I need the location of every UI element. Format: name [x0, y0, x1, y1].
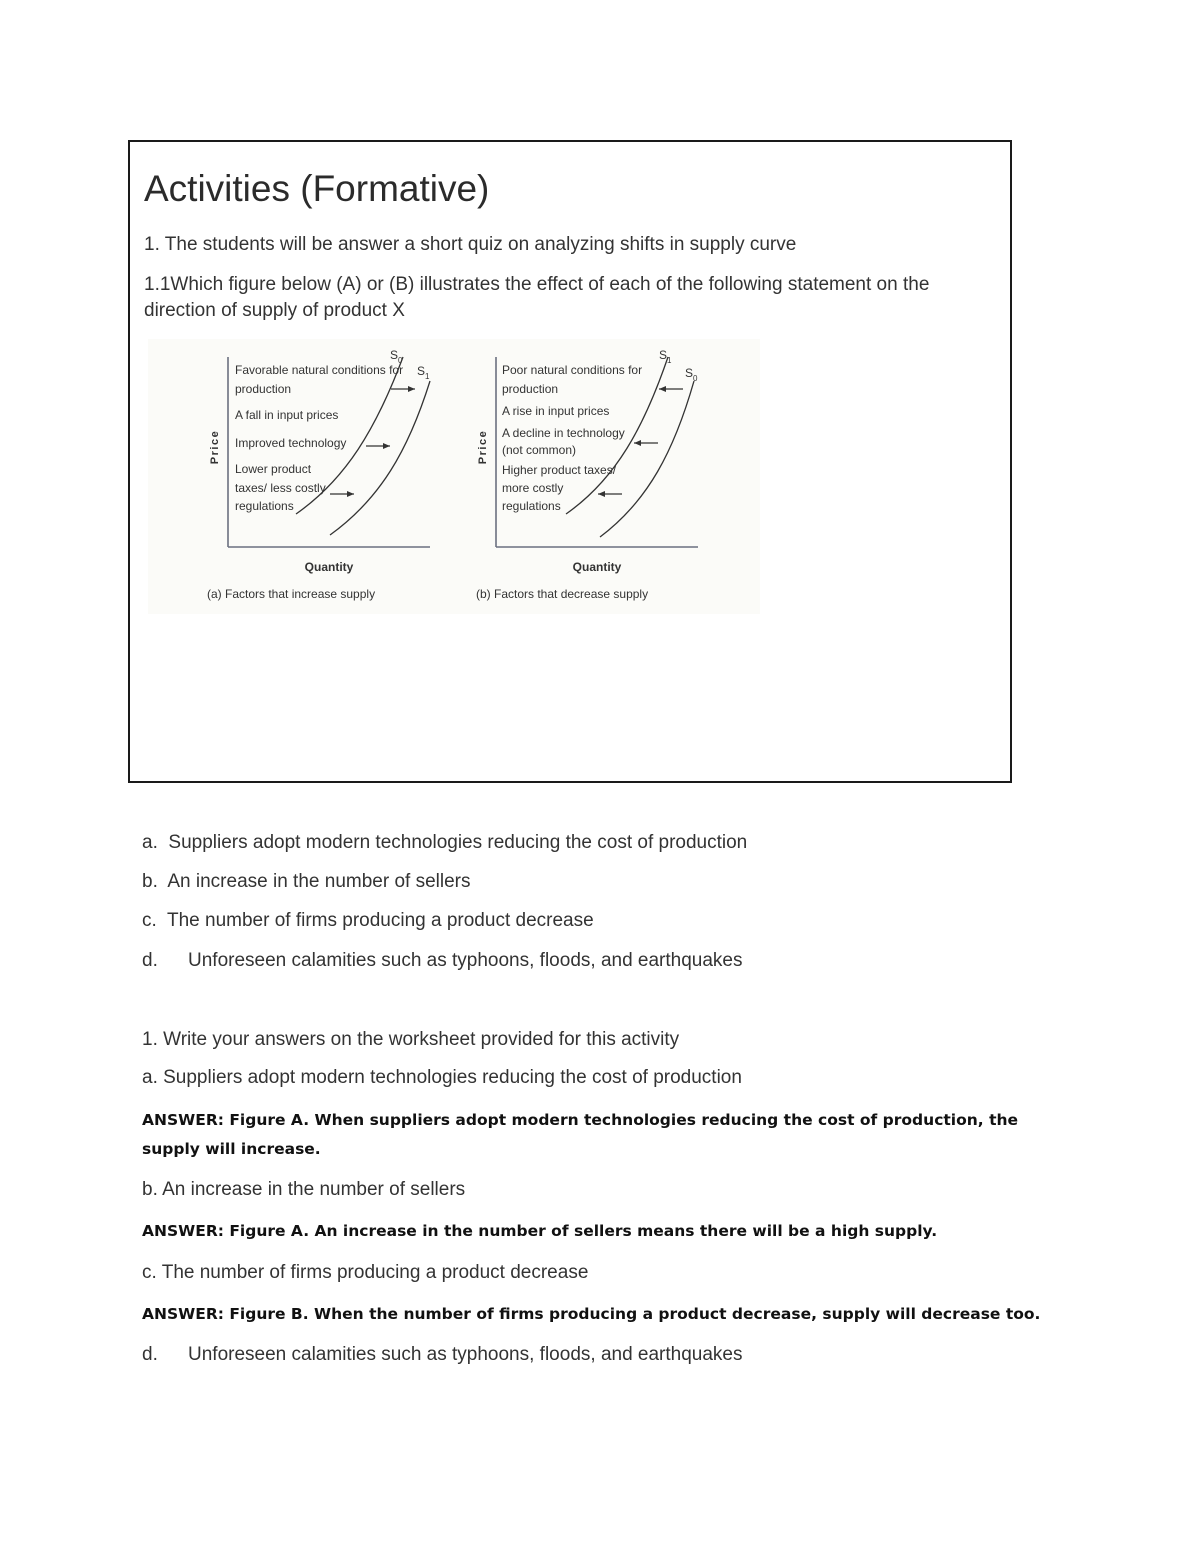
curve-label-s1-b: $S_1$ [659, 348, 672, 365]
statement-a [142, 832, 747, 854]
statement-b [142, 871, 470, 893]
supply-curve-s1-a [330, 381, 430, 535]
panel-a-factor: Favorable natural conditions for [235, 363, 404, 377]
panel-b-x-axis-label: Quantity [572, 560, 622, 574]
panel-b-factor: regulations [502, 499, 561, 513]
worksheet-question-c: c. The number of firms producing a product decrease [142, 1262, 589, 1283]
panel-b-factor: A rise in input prices [502, 404, 610, 418]
statement-text: Suppliers adopt modern technologies reducing the cost of production [168, 832, 748, 853]
panel-b-factor: Poor natural conditions for [502, 363, 643, 377]
panel-b-factor: (not common) [502, 443, 577, 457]
statement-text: Unforeseen calamities such as typhoons, floods, and earthquakes [188, 1344, 743, 1365]
statement-letter: a. [142, 832, 158, 853]
panel-a-factor: taxes/ less costly [235, 481, 326, 495]
supply-shift-figure [148, 339, 760, 614]
panel-b-y-axis-label: Price [477, 429, 489, 465]
panel-a-factor: Improved technology [235, 436, 347, 450]
worksheet-instruction: 1. Write your answers on the worksheet provided for this activity [142, 1029, 680, 1050]
activity-question: 1.1Which figure below (A) or (B) illustrates the effect of each of the following statement on the direction of supply of product X [144, 274, 930, 321]
statement-letter: d. [142, 1344, 158, 1365]
panel-a [207, 348, 430, 601]
panel-b-factor: A decline in technology [502, 426, 625, 440]
statement-letter: b. [142, 871, 158, 892]
activity-title: Activities (Formative) [144, 168, 490, 209]
panel-b [476, 348, 698, 601]
curve-label-s1-a: $S_1$ [417, 364, 430, 381]
statement-c [142, 910, 594, 932]
panel-a-caption: (a) Factors that increase supply [207, 587, 376, 601]
panel-b-caption: (b) Factors that decrease supply [476, 587, 649, 601]
answer-a: ANSWER: Figure A. When suppliers adopt modern technologies reducing the cost of production, the supply will increase. [142, 1111, 1019, 1158]
answer-b: ANSWER: Figure A. An increase in the number of sellers means there will be a high supply. [142, 1222, 938, 1240]
statement-letter: d. [142, 950, 158, 971]
curve-label-s0-a: $S_0$ [390, 348, 403, 365]
worksheet-question-d [142, 1344, 743, 1366]
panel-b-factor: production [502, 382, 559, 396]
worksheet-question-a: a. Suppliers adopt modern technologies reducing the cost of production [142, 1067, 742, 1088]
activity-box [128, 140, 1012, 783]
panel-a-factor: A fall in input prices [235, 408, 339, 422]
panel-b-factor: more costly [502, 481, 564, 495]
statement-text: An increase in the number of sellers [167, 871, 471, 892]
panel-a-factor: regulations [235, 499, 294, 513]
curve-label-s0-b: $S_0$ [685, 366, 698, 383]
panel-a-factor: Lower product [235, 462, 312, 476]
panel-a-x-axis-label: Quantity [304, 560, 354, 574]
panel-a-factor: production [235, 382, 292, 396]
activity-instruction: 1. The students will be answer a short quiz on analyzing shifts in supply curve [144, 234, 797, 255]
statement-text: The number of firms producing a product decrease [167, 910, 594, 931]
statement-d [142, 950, 743, 972]
answer-c: ANSWER: Figure B. When the number of firms producing a product decrease, supply will decrease too. [142, 1305, 1041, 1323]
worksheet-question-b: b. An increase in the number of sellers [142, 1179, 466, 1200]
panel-b-factor: Higher product taxes/ [502, 463, 617, 477]
statement-text: Unforeseen calamities such as typhoons, floods, and earthquakes [188, 950, 743, 971]
supply-curve-s0-b [600, 381, 694, 537]
statement-letter: c. [142, 910, 157, 931]
panel-a-y-axis-label: Price [209, 429, 221, 465]
